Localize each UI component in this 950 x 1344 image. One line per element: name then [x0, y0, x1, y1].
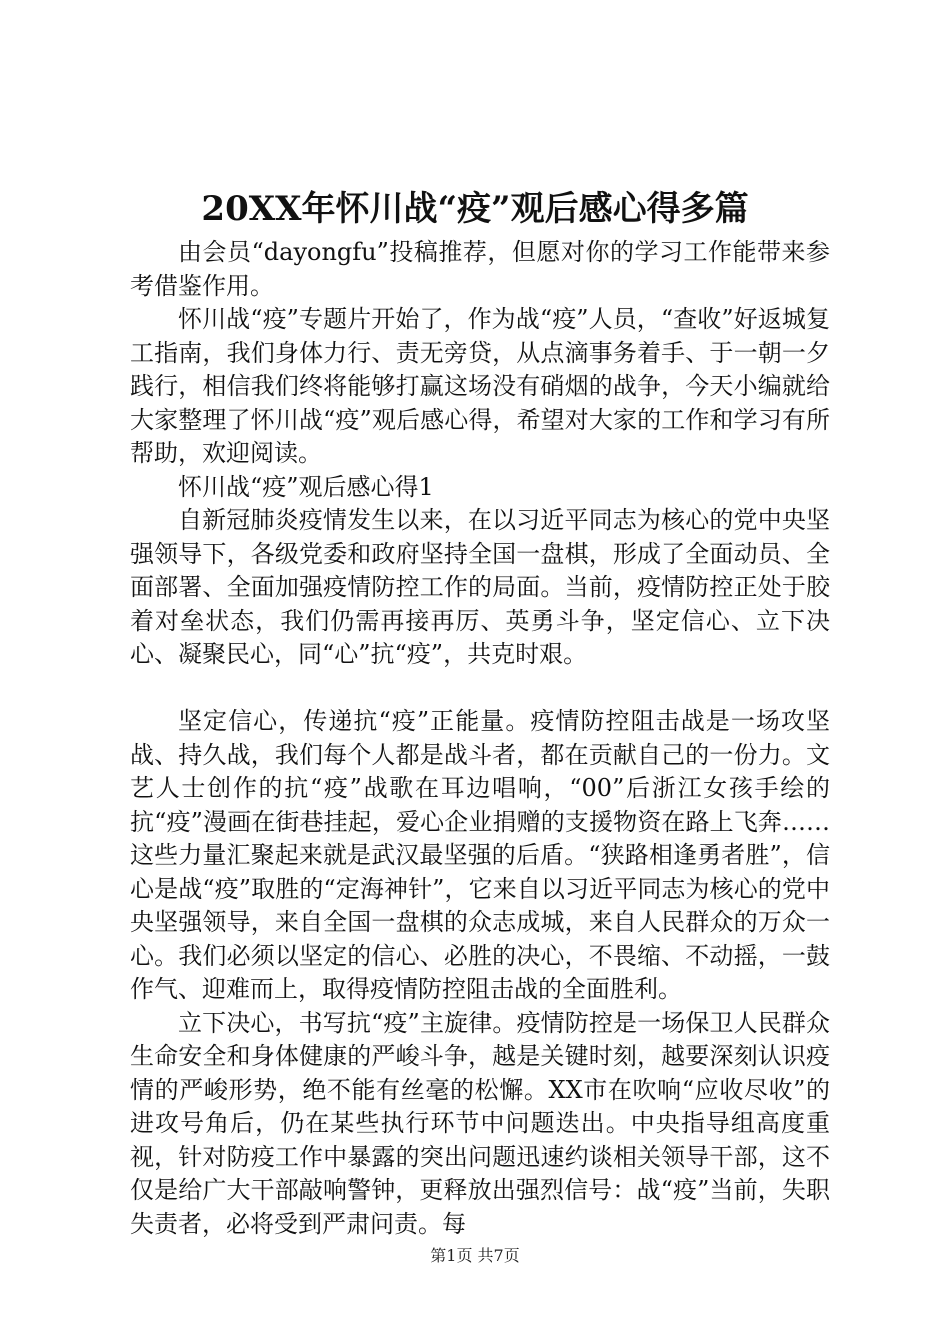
document-title: 20XX年怀川战“疫”观后感心得多篇 [201, 189, 749, 229]
paragraph-2: 坚定信心，传递抗“疫”正能量。疫情防控阻击战是一场攻坚战、持久战，我们每个人都是战斗者，都在贡献自己的一份力。文艺人士创作的抗“疫”战歌在耳边唱响，“00”后浙江女孩手绘的抗“疫”漫画在街巷挂起，爱心企业捐赠的支援物资在路上飞奔……这些力量汇聚起来就是武汉最坚强的后盾。“狭路相逢勇者胜”，信心是战“疫”取胜的“定海神针”，它来自以习近平同志为核心的党中央坚强领导，来自全国一盘棋的众志成城，来自人民群众的万众一心。我们必须以坚定的信心、必胜的决心，不畏缩、不动摇，一鼓作气、迎难而上，取得疫情防控阻击战的全面胜利。 [130, 707, 830, 1003]
paragraph-3: 立下决心，书写抗“疫”主旋律。疫情防控是一场保卫人民群众生命安全和身体健康的严峻斗争，越是关键时刻，越要深刻认识疫情的严峻形势，绝不能有丝毫的松懈。XX市在吹响“应收尽收”的进攻号角后，仍在某些执行环节中问题迭出。中央指导组高度重视，针对防疫工作中暴露的突出问题迅速约谈相关领导干部，这不仅是给广大干部敲响警钟，更释放出强烈信号：战“疫”当前，失职失责者，必将受到严肃问责。每 [130, 1008, 830, 1238]
paragraph-1: 自新冠肺炎疫情发生以来，在以习近平同志为核心的党中央坚强领导下，各级党委和政府坚持全国一盘棋，形成了全面动员、全面部署、全面加强疫情防控工作的局面。当前，疫情防控正处于胶着对垒状态，我们仍需再接再厉、英勇斗争，坚定信心、立下决心、凝聚民心，同“心”抗“疫”，共克时艰。 [130, 506, 830, 668]
section-heading: 怀川战“疫”观后感心得1 [178, 472, 434, 501]
paragraph-intro: 由会员“dayongfu”投稿推荐，但愿对你的学习工作能带来参考借鉴作用。 [130, 238, 830, 300]
page-footer: 第1页 共7页 [430, 1246, 520, 1265]
paragraph-gap [130, 672, 830, 706]
paragraph-summary: 怀川战“疫”专题片开始了，作为战“疫”人员，“查收”好返城复工指南，我们身体力行、责无旁贷，从点滴事务着手、于一朝一夕践行，相信我们终将能够打赢这场没有硝烟的战争，今天小编就给大家整理了怀川战“疫”观后感心得，希望对大家的工作和学习有所帮助，欢迎阅读。 [130, 305, 830, 467]
document-body [130, 236, 830, 1241]
